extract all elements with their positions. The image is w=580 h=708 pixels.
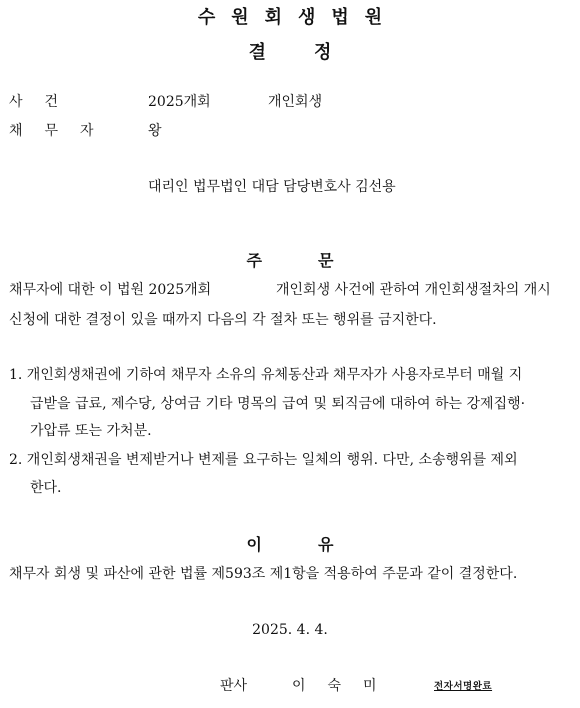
order-item-1-line-1: 1. 개인회생채권에 기하여 채무자 소유의 유체동산과 채무자가 사용자로부터 매월 지 <box>9 367 523 383</box>
judge-name: 이숙미 <box>292 678 399 694</box>
order-intro-line-1b: 개인회생 사건에 관하여 개인회생절차의 개시 <box>276 282 551 298</box>
representative: 대리인 법무법인 대담 담당변호사 김선용 <box>148 179 396 195</box>
reason-text: 채무자 회생 및 파산에 관한 법률 제593조 제1항을 적용하여 주문과 같이 결정한다. <box>9 566 518 582</box>
case-label: 사건 <box>9 94 81 110</box>
judge-title: 판사 <box>220 678 248 694</box>
case-name: 개인회생 <box>268 94 323 110</box>
order-item-2-line-1: 2. 개인회생채권을 변제받거나 변제를 요구하는 일체의 행위. 다만, 소송행위를 제외 <box>9 452 518 468</box>
order-intro-line-1a: 채무자에 대한 이 법원 2025개회 <box>9 282 212 298</box>
court-name: 수원회생법원 <box>197 7 399 28</box>
order-intro-line-2: 신청에 대한 결정이 있을 때까지 다음의 각 절차 또는 행위를 금지한다. <box>9 312 437 328</box>
order-title: 주문 <box>246 251 390 270</box>
order-item-1-line-2: 급받을 급료, 제수당, 상여금 기타 명목의 급여 및 퇴직금에 대하여 하는 강제집행· <box>30 396 526 412</box>
order-item-2-line-2: 한다. <box>30 480 62 496</box>
decision-date: 2025. 4. 4. <box>252 622 328 638</box>
electronic-signature-stamp: 전자서명완료 <box>434 681 493 692</box>
debtor-name: 왕 <box>148 123 162 139</box>
reason-title: 이유 <box>246 535 390 554</box>
case-number: 2025개회 <box>148 94 211 110</box>
order-item-1-line-3: 가압류 또는 가처분. <box>30 423 152 439</box>
debtor-label: 채무자 <box>9 123 116 139</box>
document-type: 결정 <box>248 42 380 63</box>
